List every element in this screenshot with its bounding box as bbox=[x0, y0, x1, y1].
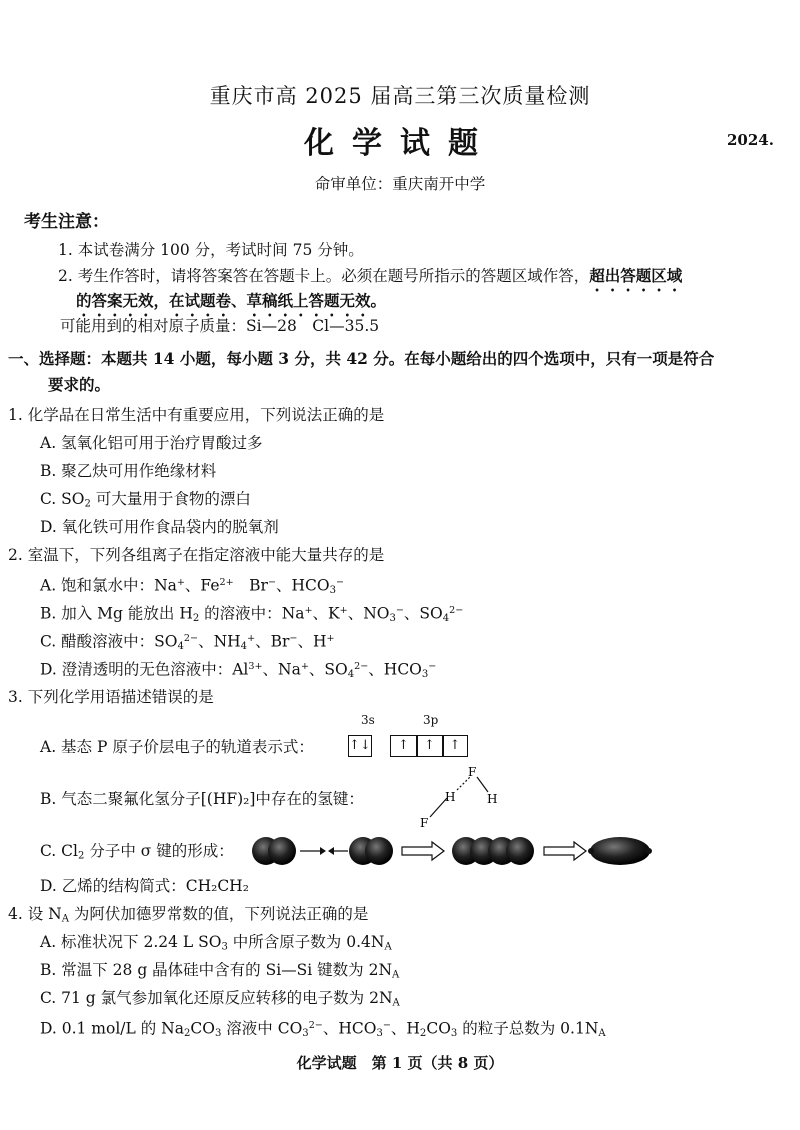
notice-item-1: 1. 本试卷满分 100 分，考试时间 75 分钟。 bbox=[58, 241, 364, 259]
atom-h: H bbox=[487, 792, 498, 806]
question-1-stem: 1. 化学品在日常生活中有重要应用，下列说法正确的是 bbox=[8, 406, 385, 424]
page-footer: 化学试题 第 1 页（共 8 页） bbox=[296, 1054, 504, 1072]
atomic-mass-note: 可能用到的相对原子质量：Si—28 Cl—35.5 bbox=[60, 317, 380, 335]
orbital-box-3s: ↑↓ bbox=[348, 735, 372, 757]
atom-f: F bbox=[468, 765, 477, 779]
question-2-stem: 2. 室温下，下列各组离子在指定溶液中能大量共存的是 bbox=[8, 546, 385, 564]
question-1-option-d: D. 氧化铁可用作食品袋内的脱氧剂 bbox=[40, 518, 279, 536]
question-2-option-c: C. 醋酸溶液中：$SO_4^{2-}$、$NH_4^+$、Br−、H+ bbox=[40, 632, 335, 652]
section-heading-cont: 要求的。 bbox=[48, 375, 111, 394]
section-heading: 一、选择题：本题共 14 小题，每小题 3 分，共 42 分。在每小题给出的四个选项中，只有一项是符合 bbox=[8, 349, 715, 368]
question-4-stem: 4. 设 $N_A$ 为阿伏加德罗常数的值，下列说法正确的是 bbox=[8, 905, 369, 925]
hf-dimer-diagram bbox=[410, 760, 520, 835]
orbital-label-3s: 3s bbox=[361, 713, 375, 727]
orbital-box-3p: ↑ ↑ ↑ bbox=[390, 735, 468, 757]
question-1-option-a: A. 氢氧化铝可用于治疗胃酸过多 bbox=[40, 434, 263, 452]
question-4-option-c: C. 71 g 氯气参加氧化还原反应转移的电子数为 $2N_A$ bbox=[40, 989, 400, 1009]
question-4-option-d: D. 0.1 mol/L 的 $Na_2CO_3$ 溶液中 $CO_3^{2-}$、$HCO_3^-$、$H_2CO_3$ 的粒子总数为 $0.1N_A$ bbox=[40, 1019, 606, 1039]
atom-f: F bbox=[420, 816, 429, 830]
orbital-label-3p: 3p bbox=[423, 713, 439, 727]
question-4-option-b: B. 常温下 28 g 晶体硅中含有的 Si—Si 键数为 $2N_A$ bbox=[40, 961, 400, 981]
hollow-arrow-icon bbox=[402, 842, 444, 860]
atom-h: H bbox=[445, 790, 456, 804]
cl-atom-right bbox=[349, 837, 393, 865]
question-2-option-d: D. 澄清透明的无色溶液中：$Al^{3+}$、Na+、$SO_4^{2-}$、$HCO_3^-$ bbox=[40, 660, 437, 680]
overlapping-orbitals bbox=[452, 837, 534, 865]
question-2-option-a: A. 饱和氯水中：Na+、$Fe^{2+}$ Br−、$HCO_3^-$ bbox=[40, 576, 345, 596]
author-unit: 命审单位：重庆南开中学 bbox=[314, 175, 486, 193]
cl-atom-left bbox=[252, 837, 296, 865]
question-3-option-b: B. 气态二聚氟化氢分子[(HF)₂]中存在的氢键： bbox=[40, 790, 364, 808]
question-3-option-a: A. 基态 P 原子价层电子的轨道表示式： bbox=[40, 738, 314, 756]
arrow-left-icon bbox=[328, 847, 334, 855]
question-1-option-b: B. 聚乙炔可用作绝缘材料 bbox=[40, 462, 217, 480]
question-4-option-a: A. 标准状况下 2.24 L $SO_3$ 中所含原子数为 $0.4N_A$ bbox=[40, 933, 392, 953]
question-3-option-d: D. 乙烯的结构简式：CH₂CH₂ bbox=[40, 877, 249, 895]
notice-item-2: 2. 考生作答时，请将答案答在答题卡上。必须在题号所指示的答题区域作答，超出答题区域 bbox=[58, 266, 683, 285]
question-3-stem: 3. 下列化学用语描述错误的是 bbox=[8, 688, 214, 706]
hollow-arrow-icon bbox=[544, 842, 586, 860]
emphasis-text: 超出答题区域 bbox=[589, 266, 683, 285]
question-2-option-b: B. 加入 Mg 能放出 $H_2$ 的溶液中：Na+、K+、$NO_3^-$、$SO_4^{2-}$ bbox=[40, 604, 464, 624]
exam-date: 2024. bbox=[727, 131, 774, 149]
sigma-bond-diagram bbox=[248, 828, 658, 874]
arrow-right-icon bbox=[320, 847, 326, 855]
hf-bond-line bbox=[477, 777, 488, 792]
subject-title: 化学试题 bbox=[304, 126, 496, 161]
exam-title: 重庆市高 2025 届高三第三次质量检测 bbox=[209, 84, 591, 108]
question-1-option-c: C. $SO_2$ 可大量用于食物的漂白 bbox=[40, 490, 251, 510]
sigma-bond-orbital bbox=[588, 837, 652, 865]
notice-heading: 考生注意： bbox=[24, 212, 109, 232]
notice-item-2-cont: 的答案无效，在试题卷、草稿纸上答题无效。 bbox=[76, 291, 387, 310]
question-3-option-c: C. $Cl_2$ 分子中 σ 键的形成： bbox=[40, 842, 234, 862]
